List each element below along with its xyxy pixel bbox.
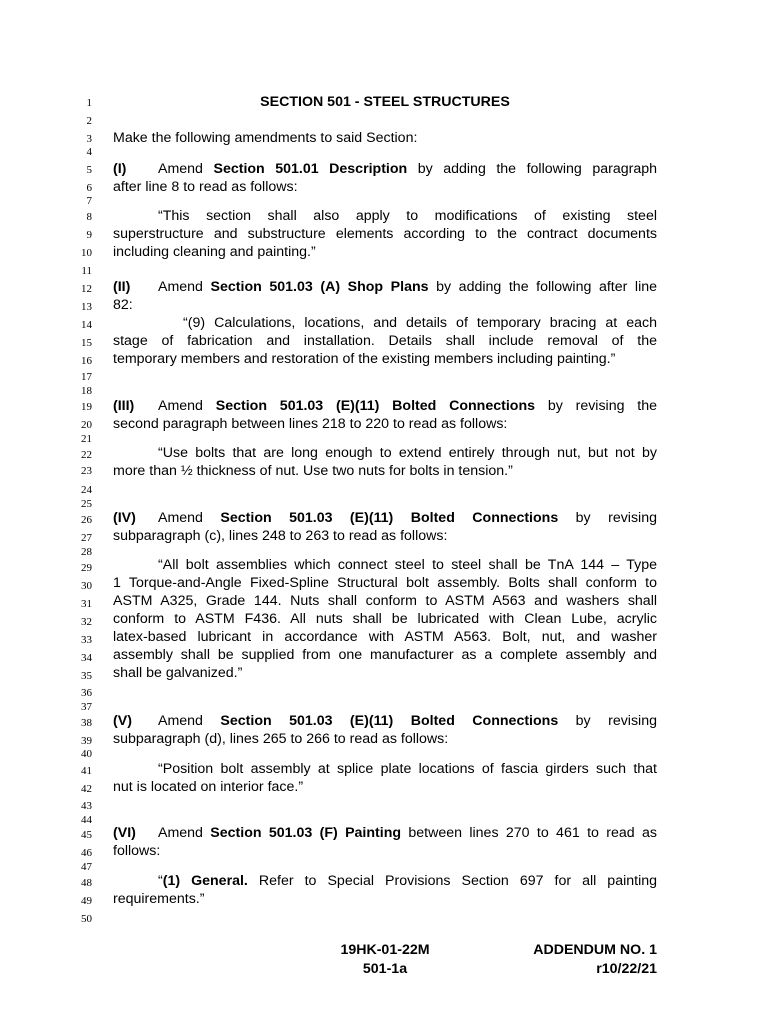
quote-line: ASTM A325, Grade 144. Nuts shall conform to ASTM A563 and washers shall [113, 593, 657, 609]
quote-line: superstructure and substructure elements according to the contract documents [113, 226, 657, 242]
line-number: 39 [81, 735, 92, 747]
line-number: 5 [86, 164, 92, 176]
amendment-heading-cont: follows: [113, 843, 161, 859]
quote-line: including cleaning and painting.” [113, 244, 316, 260]
footer-page-number: 501-1a [362, 961, 408, 977]
line-number: 17 [81, 371, 92, 383]
line-number: 32 [81, 616, 92, 628]
line-number: 44 [81, 814, 92, 826]
amendment-heading: (II) Amend Section 501.03 (A) Shop Plans by adding the following after line [113, 279, 657, 295]
section-reference: Section 501.03 (A) Shop Plans [210, 279, 429, 295]
amendment-label: (IV) [113, 510, 136, 526]
line-number: 46 [81, 847, 92, 859]
quote-line: latex-based lubricant in accordance with ASTM A563. Bolt, nut, and washer [113, 629, 657, 645]
quote-line: conform to ASTM F436. All nuts shall be lubricated with Clean Lube, acrylic [113, 611, 657, 627]
line-number: 38 [81, 717, 92, 729]
line-number: 31 [81, 598, 92, 610]
line-number: 13 [81, 301, 92, 313]
quote-line: “(9) Calculations, locations, and details of temporary bracing at each [183, 315, 657, 331]
section-reference: Section 501.03 (E)(11) Bolted Connections [215, 398, 535, 414]
line-number: 28 [81, 546, 92, 558]
line-number: 50 [81, 913, 92, 925]
line-number: 40 [81, 748, 92, 760]
line-number: 25 [81, 498, 92, 510]
line-number: 26 [81, 514, 92, 526]
line-number: 10 [81, 247, 92, 259]
line-number: 3 [86, 133, 92, 145]
quote-line: more than ½ thickness of nut. Use two nuts for bolts in tension.” [113, 463, 513, 479]
line-number: 45 [81, 829, 92, 841]
quote-line: requirements.” [113, 891, 205, 907]
footer-doc-id: 19HK-01-22M [340, 942, 430, 958]
line-number: 2 [86, 115, 92, 127]
amendment-heading-cont: subparagraph (d), lines 265 to 266 to read as follows: [113, 731, 449, 747]
quote-line: “This section shall also apply to modifications of existing steel [158, 208, 657, 224]
quote-line: assembly shall be supplied from one manufacturer as a complete assembly and [113, 647, 657, 663]
footer-revision: r10/22/21 [596, 961, 657, 977]
line-number: 27 [81, 532, 92, 544]
line-number: 19 [81, 401, 92, 413]
line-number: 41 [81, 765, 92, 777]
quote-line: shall be galvanized.” [113, 665, 243, 681]
intro-text: Make the following amendments to said Section: [113, 130, 418, 146]
line-number: 42 [81, 783, 92, 795]
section-reference: Section 501.03 (E)(11) Bolted Connections [220, 510, 559, 526]
quote-line: temporary members and restoration of the existing members including painting.” [113, 351, 616, 367]
line-number: 43 [81, 800, 92, 812]
amendment-label: (III) [113, 398, 135, 414]
line-number: 29 [81, 562, 92, 574]
line-number: 47 [81, 861, 92, 873]
page-title: SECTION 501 - STEEL STRUCTURES [260, 94, 510, 110]
line-number: 48 [81, 877, 92, 889]
section-reference: Section 501.01 Description [213, 161, 408, 177]
section-reference: Section 501.03 (F) Painting [210, 825, 402, 841]
quote-line: “Position bolt assembly at splice plate locations of fascia girders such that [158, 761, 657, 777]
line-number: 14 [81, 319, 92, 331]
line-number: 12 [81, 283, 92, 295]
quote-line: stage of fabrication and installation. Details shall include removal of the [113, 333, 657, 349]
line-number: 21 [81, 433, 92, 445]
line-number: 33 [81, 634, 92, 646]
amendment-heading: (IV) Amend Section 501.03 (E)(11) Bolted Connections by revising [113, 510, 657, 526]
footer-addendum: ADDENDUM NO. 1 [533, 942, 657, 958]
amendment-label: (V) [113, 713, 132, 729]
quote-line: nut is located on interior face.” [113, 779, 304, 795]
section-reference: Section 501.03 (E)(11) Bolted Connections [220, 713, 559, 729]
line-number: 6 [86, 182, 92, 194]
amendment-heading: (V) Amend Section 501.03 (E)(11) Bolted Connections by revising [113, 713, 657, 729]
quote-line: “(1) General. Refer to Special Provisions Section 697 for all painting [158, 873, 657, 889]
amendment-heading-cont: second paragraph between lines 218 to 220 to read as follows: [113, 416, 508, 432]
amendment-heading: (III) Amend Section 501.03 (E)(11) Bolted Connections by revising the [113, 398, 658, 414]
amendment-heading-cont: after line 8 to read as follows: [113, 179, 298, 195]
amendment-label: (VI) [113, 825, 136, 841]
amendment-label: (I) [113, 161, 127, 177]
subsection-heading: (1) General. [162, 873, 248, 889]
line-number: 22 [81, 449, 92, 461]
line-number: 7 [86, 195, 92, 207]
line-number: 11 [81, 265, 92, 277]
amendment-heading: (VI) Amend Section 501.03 (F) Painting between lines 270 to 461 to read as [113, 825, 657, 841]
line-number: 34 [81, 652, 92, 664]
line-number: 30 [81, 580, 92, 592]
line-number: 23 [81, 465, 92, 477]
line-number: 18 [81, 385, 92, 397]
amendment-label: (II) [113, 279, 131, 295]
quote-line: “Use bolts that are long enough to extend entirely through nut, but not by [158, 445, 657, 461]
line-number: 37 [81, 701, 92, 713]
quote-line: “All bolt assemblies which connect steel to steel shall be TnA 144 – Type [158, 557, 657, 573]
line-number: 9 [86, 229, 92, 241]
line-number: 24 [81, 484, 92, 496]
line-number: 8 [86, 211, 92, 223]
line-number: 35 [81, 670, 92, 682]
line-number: 16 [81, 355, 92, 367]
amendment-heading-cont: 82: [113, 297, 133, 313]
line-number: 20 [81, 419, 92, 431]
amendment-heading-cont: subparagraph (c), lines 248 to 263 to read as follows: [113, 528, 448, 544]
line-number: 15 [81, 337, 92, 349]
line-number: 4 [86, 146, 92, 158]
line-number: 49 [81, 895, 92, 907]
line-number: 1 [86, 97, 92, 109]
amendment-heading: (I) Amend Section 501.01 Description by adding the following paragraph [113, 161, 657, 177]
line-number: 36 [81, 687, 92, 699]
quote-line: 1 Torque-and-Angle Fixed-Spline Structural bolt assembly. Bolts shall conform to [113, 575, 657, 591]
